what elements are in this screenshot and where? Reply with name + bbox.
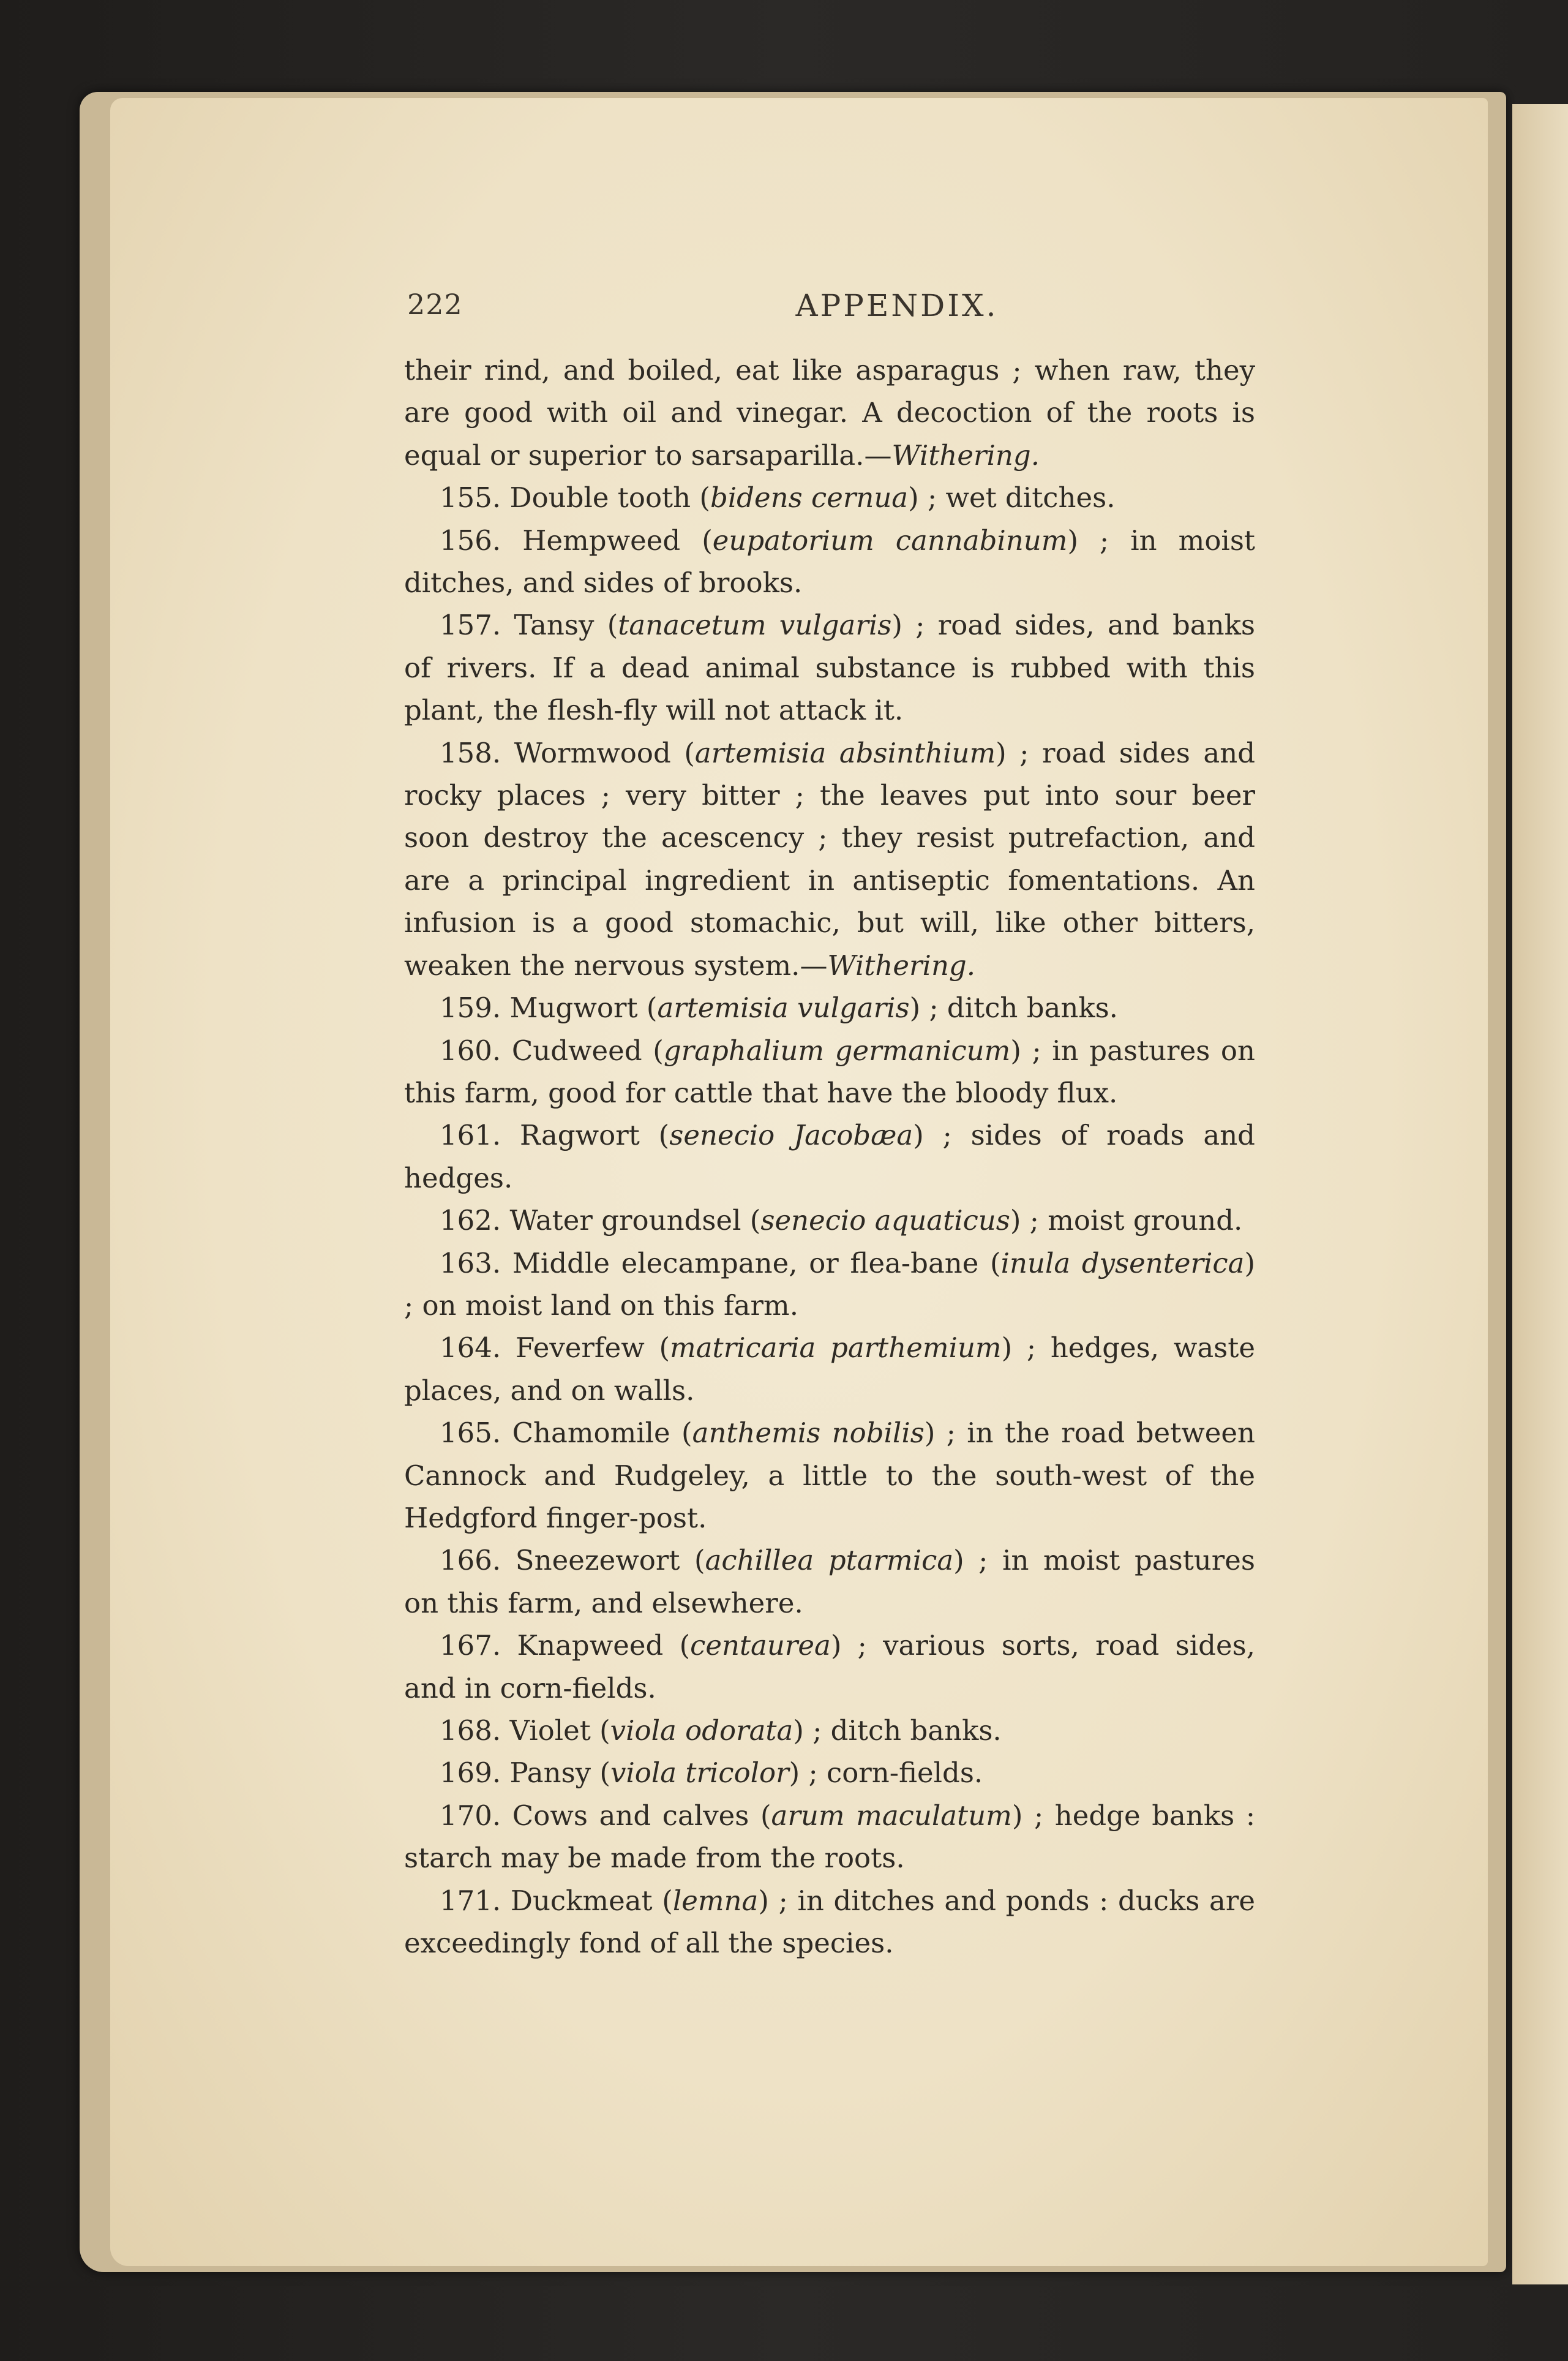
text-run: 157. Tansy (: [440, 609, 618, 642]
text-run: ) ; road sides and rocky places ; very bitter ; the leaves put into sour beer soon destroy the acescency ; they resist putrefaction, and are a principal ingredient in antiseptic fomentations. An infusion is a good stomachic, but will, like other bitters, weaken the nervous system.—: [404, 736, 1255, 982]
italic-text: eupatorium cannabinum: [712, 524, 1068, 557]
text-run: ) ; moist ground.: [1010, 1204, 1243, 1237]
text-run: ) ; ditch banks.: [793, 1714, 1002, 1747]
italic-text: anthemis nobilis: [692, 1417, 925, 1450]
italic-text: artemisia vulgaris: [657, 992, 910, 1025]
text-run: 161. Ragwort (: [440, 1119, 670, 1152]
italic-text: graphalium germanicum: [663, 1034, 1011, 1067]
running-head: [407, 288, 1252, 331]
italic-text: viola tricolor: [610, 1757, 789, 1790]
text-run: ) ; hedge banks : starch may be made from the roots.: [404, 1799, 1255, 1875]
plant-entry: [404, 519, 1255, 604]
italic-text: Withering.: [891, 439, 1040, 472]
text-run: ) ; various sorts, road sides, and in corn-fields.: [404, 1629, 1256, 1704]
text-run: ) ; wet ditches.: [908, 481, 1116, 514]
text-run: 168. Violet (: [440, 1714, 610, 1747]
text-run: ) ; road sides, and banks of rivers. If a dead animal substance is rubbed with this plant, the flesh-fly will not attack it.: [404, 609, 1255, 727]
italic-text: viola odorata: [610, 1714, 793, 1747]
text-run: 160. Cudweed (: [440, 1034, 664, 1067]
text-run: 166. Sneezewort (: [440, 1544, 705, 1577]
plant-entry: [404, 1327, 1255, 1412]
text-run: 163. Middle elecampane, or flea-bane (: [440, 1246, 1001, 1279]
plant-entry: [404, 1030, 1255, 1115]
italic-text: centaurea: [690, 1629, 831, 1662]
text-run: ) ; in pastures on this farm, good for cattle that have the bloody flux.: [404, 1034, 1255, 1109]
italic-text: inula dysenterica: [1000, 1246, 1245, 1279]
plant-entry: [404, 1794, 1255, 1880]
body-text: [404, 349, 1255, 1964]
text-run: ) ; ditch banks.: [909, 992, 1118, 1025]
plant-entry: [404, 1624, 1255, 1709]
italic-text: senecio aquaticus: [760, 1204, 1010, 1237]
text-run: 171. Duckmeat (: [440, 1884, 673, 1917]
text-run: 159. Mugwort (: [440, 992, 658, 1025]
text-run: 156. Hempweed (: [440, 524, 713, 557]
text-run: 158. Wormwood (: [440, 736, 695, 769]
italic-text: artemisia absinthium: [694, 736, 996, 769]
page-number: 222: [407, 288, 463, 321]
plant-entry: [404, 1539, 1255, 1624]
text-run: ) ; in moist pastures on this farm, and elsewhere.: [404, 1544, 1256, 1619]
italic-text: Withering.: [827, 949, 976, 982]
text-run: 170. Cows and calves (: [440, 1799, 771, 1832]
plant-entry: [404, 1242, 1255, 1327]
plant-entry: [404, 1412, 1255, 1539]
plant-entry: [404, 987, 1255, 1029]
text-run: ) ; on moist land on this farm.: [404, 1246, 1255, 1322]
text-run: ) ; in moist ditches, and sides of brooks.: [404, 524, 1255, 600]
text-run: ) ; sides of roads and hedges.: [404, 1119, 1255, 1194]
italic-text: achillea ptarmica: [705, 1544, 954, 1577]
plant-entry: [404, 476, 1255, 519]
running-title: APPENDIX.: [795, 288, 999, 323]
italic-text: lemna: [672, 1884, 759, 1917]
text-run: 164. Feverfew (: [440, 1331, 670, 1365]
text-run: 165. Chamomile (: [440, 1417, 692, 1450]
plant-entry: [404, 1752, 1255, 1794]
italic-text: bidens cernua: [710, 481, 909, 514]
continued-paragraph: [404, 349, 1255, 476]
text-run: ) ; corn-fields.: [789, 1757, 983, 1790]
text-run: ) ; in ditches and ponds : ducks are exceedingly fond of all the species.: [404, 1884, 1255, 1960]
italic-text: arum maculatum: [771, 1799, 1012, 1832]
plant-entry: [404, 1199, 1255, 1241]
italic-text: matricaria parthemium: [670, 1331, 1002, 1365]
plant-entry: [404, 1709, 1255, 1752]
plant-entry: [404, 1880, 1255, 1965]
text-run: ) ; in the road between Cannock and Rudgeley, a little to the south-west of the Hedgford finger-post.: [404, 1417, 1256, 1534]
text-run: 167. Knapweed (: [440, 1629, 691, 1662]
plant-entry: [404, 604, 1255, 731]
text-run: 169. Pansy (: [440, 1757, 610, 1790]
italic-text: senecio Jacobæa: [669, 1119, 913, 1152]
text-run: 162. Water groundsel (: [440, 1204, 761, 1237]
text-run: ) ; hedges, waste places, and on walls.: [404, 1331, 1255, 1407]
plant-entry: [404, 732, 1255, 987]
italic-text: tanacetum vulgaris: [618, 609, 892, 642]
text-run: 155. Double tooth (: [440, 481, 710, 514]
adjacent-page-edge: [1512, 104, 1568, 2284]
plant-entry: [404, 1114, 1255, 1199]
text-run: their rind, and boiled, eat like asparagus ; when raw, they are good with oil and vinegar. A decoction of the roots is equal or superior to sarsaparilla.—: [404, 354, 1255, 472]
